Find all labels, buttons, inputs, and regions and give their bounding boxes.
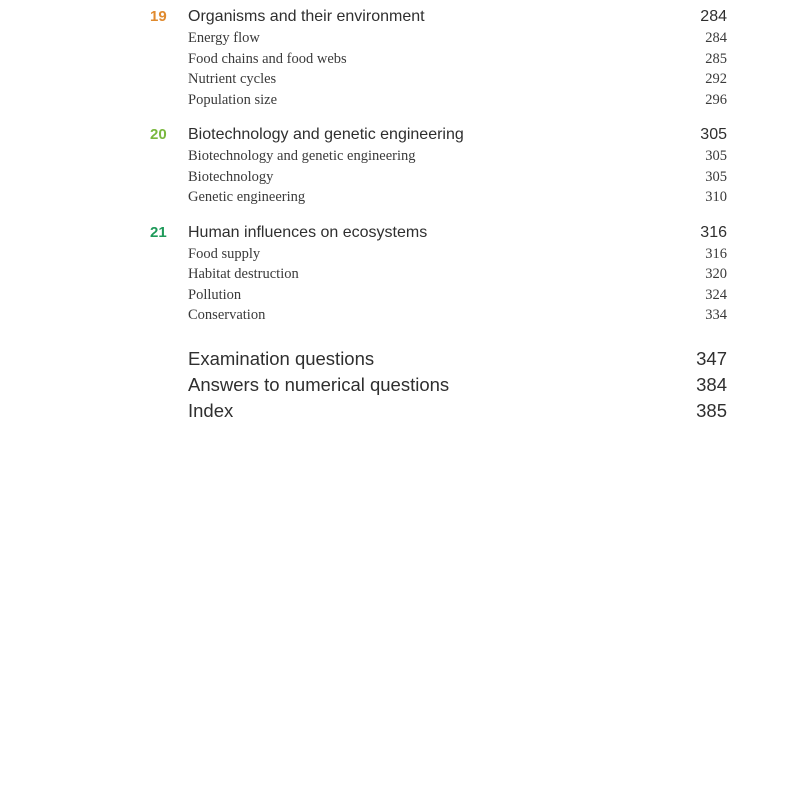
chapter-page-number: 284 [700, 8, 727, 25]
chapter-title: Biotechnology and genetic engineering [188, 126, 464, 143]
section-title: Food chains and food webs [188, 50, 347, 67]
chapter-title: Organisms and their environment [188, 8, 425, 25]
toc-entry[interactable] [150, 246, 727, 267]
section-page-number: 305 [705, 148, 727, 164]
chapter-title: Human influences on ecosystems [188, 223, 428, 241]
section-title: Food supply [188, 245, 261, 262]
section-page-number: 305 [705, 168, 727, 185]
back-matter-page-number: 384 [696, 373, 727, 395]
section-title: Conservation [188, 307, 266, 323]
chapter-number: 21 [150, 223, 167, 241]
section-page-number: 284 [705, 30, 727, 46]
chapter-page-number: 305 [700, 126, 727, 143]
section-title: Energy flow [188, 30, 260, 46]
toc-entry[interactable] [150, 148, 727, 169]
toc-entry[interactable] [150, 71, 727, 92]
section-title: Population size [188, 91, 278, 108]
back-matter-title: Answers to numerical questions [188, 373, 450, 395]
back-matter-title: Examination questions [188, 347, 375, 369]
section-title: Pollution [188, 286, 242, 303]
back-matter-entry[interactable] [188, 400, 727, 426]
back-matter-page-number: 385 [696, 399, 727, 421]
table-of-contents [150, 8, 727, 426]
toc-entry[interactable] [150, 169, 727, 190]
back-matter-entry[interactable] [188, 348, 727, 374]
section-page-number: 316 [705, 245, 727, 262]
chapter-heading[interactable] [150, 224, 727, 246]
chapter-heading[interactable] [150, 126, 727, 148]
chapter-21 [150, 224, 727, 328]
section-page-number: 320 [705, 266, 727, 282]
back-matter-entry[interactable] [188, 374, 727, 400]
chapter-20 [150, 126, 727, 210]
toc-entry[interactable] [150, 92, 727, 113]
toc-entry[interactable] [150, 189, 727, 210]
section-title: Biotechnology and genetic engineering [188, 148, 416, 164]
toc-entry[interactable] [150, 30, 727, 51]
toc-entry[interactable] [150, 287, 727, 308]
section-page-number: 310 [705, 189, 727, 205]
section-title: Genetic engineering [188, 189, 306, 205]
back-matter-page-number: 347 [696, 347, 727, 369]
chapter-page-number: 316 [700, 223, 727, 241]
section-title: Biotechnology [188, 168, 274, 185]
back-matter [150, 348, 727, 426]
section-page-number: 334 [705, 307, 727, 323]
section-page-number: 324 [705, 286, 727, 303]
chapter-19 [150, 8, 727, 112]
section-page-number: 296 [705, 91, 727, 108]
back-matter-title: Index [188, 399, 234, 421]
toc-entry[interactable] [150, 307, 727, 328]
toc-entry[interactable] [150, 51, 727, 72]
section-page-number: 285 [705, 50, 727, 67]
toc-entry[interactable] [150, 266, 727, 287]
chapter-number: 19 [150, 8, 167, 25]
chapter-heading[interactable] [150, 8, 727, 30]
section-title: Habitat destruction [188, 266, 299, 282]
section-page-number: 292 [705, 71, 727, 87]
section-title: Nutrient cycles [188, 71, 277, 87]
chapter-number: 20 [150, 126, 167, 143]
